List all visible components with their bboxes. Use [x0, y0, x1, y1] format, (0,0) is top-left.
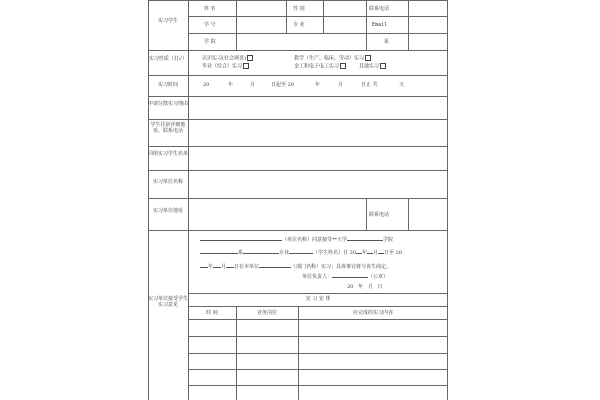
nature-option-teaching-text: 教学（生产、临床、劳动）实习 — [294, 55, 365, 62]
opinion-line-2 — [200, 249, 402, 256]
unit-name-blank[interactable] — [200, 236, 282, 241]
nature-option-graduation[interactable] — [202, 63, 249, 70]
arrangement-row[interactable] — [189, 320, 447, 336]
nature-option-cognitive-text: 认识实习(社会调查) — [202, 55, 246, 62]
end-month-blank[interactable] — [213, 263, 221, 268]
nature-option-metalwork-text: 金工和电子电工实习 — [294, 63, 340, 70]
unit-address-label: 实习单位地址 — [152, 208, 183, 214]
student-row-line-2 — [188, 33, 448, 34]
col-content-header: 应完成的实习内容 — [352, 310, 393, 316]
opinion-line-1 — [200, 236, 393, 243]
responsible-person-blank[interactable] — [332, 273, 368, 278]
unit-address-vline-1 — [366, 198, 367, 230]
period-year-unit-1: 年 — [228, 82, 234, 88]
opinion-line-4 — [302, 273, 388, 280]
period-year-unit-2: 年 — [315, 82, 321, 88]
opinion-l1-a: （单位名称）同意接受**大学 — [282, 237, 348, 243]
student-block-bottom — [148, 50, 448, 51]
checkbox-cognitive[interactable] — [247, 55, 253, 61]
arrangement-header-top — [188, 306, 448, 307]
arrangement-row[interactable] — [189, 354, 447, 369]
unit-name-label: 实习单位名称 — [152, 179, 183, 185]
arrangement-row[interactable] — [189, 337, 447, 353]
nature-option-graduation-text: 毕业（综合）实习 — [202, 63, 243, 70]
form-border-right — [447, 0, 448, 400]
period-month-unit-1: 月 — [250, 82, 256, 88]
student-name-blank[interactable] — [289, 249, 313, 254]
checkbox-metalwork[interactable] — [340, 63, 346, 69]
dept-blank[interactable] — [200, 249, 238, 254]
period-days-unit: 天 — [399, 82, 405, 88]
end-year-blank[interactable] — [200, 263, 208, 268]
unit-phone-field[interactable] — [409, 199, 447, 230]
opinion-l2-b: 专业 — [279, 250, 290, 256]
address-label: 学生住宿详细地址、联系电话 — [150, 122, 186, 134]
opinion-l4-b: （公章） — [368, 274, 389, 280]
reason-label: 申请分散实习理由 — [148, 101, 189, 107]
arrangement-top-line — [188, 293, 448, 294]
period-year-start-prefix: 20 — [203, 82, 210, 88]
unit-address-field[interactable] — [189, 199, 365, 230]
opinion-l2-e: 月 — [373, 250, 379, 256]
checkbox-other[interactable] — [380, 63, 386, 69]
student-section-label: 实习学生 — [157, 18, 178, 24]
reason-field[interactable] — [189, 97, 447, 119]
opinion-l2-f: 日至 20 — [384, 250, 402, 256]
arrangement-row[interactable] — [189, 370, 447, 385]
period-month-unit-2: 月 — [338, 82, 344, 88]
opinion-l3-d: （部门名称）实习；具体事宜将与该生商定。 — [291, 264, 392, 270]
opinion-l1-b: 学院 — [383, 237, 394, 243]
opinion-l3-b: 月 — [221, 264, 227, 270]
checkbox-teaching[interactable] — [365, 55, 371, 61]
address-field[interactable] — [189, 120, 447, 146]
form-border-top — [148, 0, 448, 1]
nature-option-teaching[interactable] — [294, 55, 371, 62]
col-post-header: 业务岗位 — [256, 310, 277, 316]
nature-option-other-text: 其他实习 — [359, 63, 380, 70]
checkbox-graduation[interactable] — [243, 63, 249, 69]
student-vline-3 — [323, 0, 324, 33]
unit-name-field[interactable] — [189, 171, 447, 198]
opinion-label: 实习单位接受学生实习意见 — [148, 296, 189, 308]
internship-application-form — [148, 0, 448, 400]
end-day-blank[interactable] — [226, 263, 234, 268]
unit-phone-label: 联系电话 — [369, 212, 390, 218]
student-row-line-1 — [188, 16, 448, 17]
arrangement-title: 实 习 安 排 — [305, 296, 331, 302]
opinion-l4-a: 单位负责人： — [302, 274, 333, 280]
phone-label: 联系电话 — [369, 6, 390, 12]
student-vline-4 — [366, 0, 367, 50]
opinion-l3-c: 日在本单位 — [234, 264, 260, 270]
unit-address-row-bottom — [148, 230, 448, 231]
nature-option-metalwork[interactable] — [294, 63, 346, 70]
classmates-field[interactable] — [189, 147, 447, 170]
opinion-l2-a: 系 — [238, 250, 244, 256]
student-id-label: 学 号 — [204, 22, 216, 28]
major-blank[interactable] — [243, 249, 279, 254]
opinion-l2-d: 年 — [361, 250, 367, 256]
period-day-end: 日止 共 — [361, 82, 378, 88]
department-blank[interactable] — [259, 263, 291, 268]
nature-option-other[interactable] — [359, 63, 386, 70]
nature-label: 实习性质（打√） — [148, 56, 188, 62]
col-time-header: 时 间 — [206, 310, 218, 316]
opinion-date-line: 20 年 月 日 — [347, 284, 383, 290]
opinion-l3-a: 年 — [208, 264, 214, 270]
college-blank[interactable] — [347, 236, 383, 241]
period-day-start: 日起至 20 — [271, 82, 294, 88]
major-label: 专 业 — [293, 22, 305, 28]
gender-label: 性 别 — [293, 6, 305, 12]
nature-option-cognitive[interactable] — [202, 55, 253, 62]
period-label: 实习时间 — [157, 82, 178, 88]
email-label: Email — [372, 22, 388, 28]
nature-row-bottom — [148, 75, 448, 76]
student-vline-5 — [408, 0, 409, 50]
department-label: 系 — [384, 39, 390, 45]
student-vline-1 — [236, 0, 237, 50]
name-label: 姓 名 — [204, 6, 216, 12]
opinion-l2-c: （学生姓名）自 20 — [313, 250, 356, 256]
classmates-label: 同组实习学生名单 — [148, 151, 189, 157]
opinion-line-3 — [200, 263, 391, 270]
college-label: 学 院 — [204, 39, 216, 45]
student-vline-2 — [286, 0, 287, 33]
arrangement-row[interactable] — [189, 386, 447, 400]
